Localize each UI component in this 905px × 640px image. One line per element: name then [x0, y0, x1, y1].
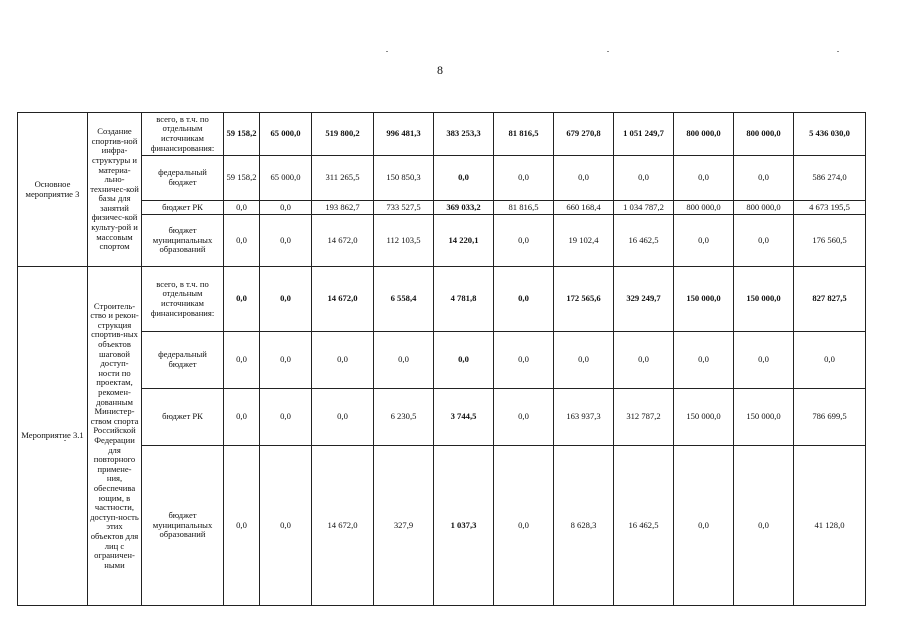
amount-cell: 0,0	[794, 332, 866, 389]
amount-cell: 312 787,2	[614, 389, 674, 446]
amount-cell: 0,0	[260, 201, 312, 215]
amount-cell: 0,0	[494, 332, 554, 389]
amount-cell: 0,0	[312, 389, 374, 446]
amount-cell: 1 034 787,2	[614, 201, 674, 215]
amount-cell: 0,0	[260, 215, 312, 267]
amount-cell: 1 051 249,7	[614, 113, 674, 156]
amount-cell: 827 827,5	[794, 267, 866, 332]
amount-cell: 0,0	[614, 332, 674, 389]
amount-cell: 14 672,0	[312, 267, 374, 332]
amount-cell: 733 527,5	[374, 201, 434, 215]
amount-cell: 0,0	[224, 332, 260, 389]
amount-cell: 0,0	[494, 267, 554, 332]
amount-cell: 586 274,0	[794, 156, 866, 201]
scan-speck	[607, 51, 609, 52]
amount-cell: 0,0	[312, 332, 374, 389]
amount-cell: 14 672,0	[312, 215, 374, 267]
scan-speck	[837, 51, 839, 52]
amount-cell: 4 673 195,5	[794, 201, 866, 215]
amount-cell: 14 672,0	[312, 446, 374, 606]
amount-cell: 81 816,5	[494, 113, 554, 156]
amount-cell: 0,0	[494, 156, 554, 201]
amount-cell: 0,0	[734, 332, 794, 389]
measure-description-cell: Создание спортив-ной инфра-структуры и материа-льно-техничес-кой базы для занятий физичес-кой культу-рой и массовым спортом	[88, 113, 142, 267]
amount-cell: 369 033,2	[434, 201, 494, 215]
amount-cell: 81 816,5	[494, 201, 554, 215]
amount-cell: 150 000,0	[674, 267, 734, 332]
table-row	[18, 332, 866, 389]
funding-source-cell: федеральный бюджет	[142, 156, 224, 201]
amount-cell: 150 000,0	[734, 267, 794, 332]
amount-cell: 0,0	[734, 446, 794, 606]
amount-cell: 327,9	[374, 446, 434, 606]
amount-cell: 329 249,7	[614, 267, 674, 332]
funding-source-cell: бюджет муниципальных образований	[142, 215, 224, 267]
financing-table	[17, 112, 866, 606]
amount-cell: 172 565,6	[554, 267, 614, 332]
amount-cell: 800 000,0	[674, 113, 734, 156]
amount-cell: 0,0	[260, 446, 312, 606]
amount-cell: 0,0	[674, 332, 734, 389]
amount-cell: 0,0	[224, 215, 260, 267]
amount-cell: 0,0	[674, 446, 734, 606]
table-row	[18, 389, 866, 446]
table-row	[18, 201, 866, 215]
amount-cell: 0,0	[224, 267, 260, 332]
amount-cell: 19 102,4	[554, 215, 614, 267]
amount-cell: 0,0	[260, 389, 312, 446]
amount-cell: 0,0	[674, 215, 734, 267]
amount-cell: 41 128,0	[794, 446, 866, 606]
amount-cell: 16 462,5	[614, 215, 674, 267]
table-row	[18, 446, 866, 606]
funding-source-cell: бюджет РК	[142, 201, 224, 215]
amount-cell: 150 000,0	[674, 389, 734, 446]
amount-cell: 65 000,0	[260, 113, 312, 156]
measure-name-cell: Основное мероприятие 3	[18, 113, 88, 267]
amount-cell: 0,0	[734, 215, 794, 267]
amount-cell: 176 560,5	[794, 215, 866, 267]
amount-cell: 193 862,7	[312, 201, 374, 215]
funding-source-cell: бюджет РК	[142, 389, 224, 446]
amount-cell: 0,0	[554, 332, 614, 389]
amount-cell: 0,0	[554, 156, 614, 201]
amount-cell: 660 168,4	[554, 201, 614, 215]
funding-source-cell: бюджет муниципальных образований	[142, 446, 224, 606]
amount-cell: 8 628,3	[554, 446, 614, 606]
scan-speck	[64, 440, 66, 441]
amount-cell: 0,0	[224, 389, 260, 446]
funding-source-cell: всего, в т.ч. по отдельным источникам финансирования:	[142, 267, 224, 332]
amount-cell: 311 265,5	[312, 156, 374, 201]
amount-cell: 0,0	[224, 201, 260, 215]
funding-source-cell: всего, в т.ч. по отдельным источникам финансирования:	[142, 113, 224, 156]
measure-description-cell: Строитель-ство и рекон-струкция спортив-ных объектов шаговой доступ-ности по проектам, рекомен-дованным Министер-ством спорта Российской Федерации для повторного примене-ния, обеспечива ющим, в частности, доступ-ность этих объектов для лиц с ограничен-ными	[88, 267, 142, 606]
table-row	[18, 156, 866, 201]
page-number: 8	[437, 63, 443, 77]
amount-cell: 112 103,5	[374, 215, 434, 267]
amount-cell: 1 037,3	[434, 446, 494, 606]
funding-source-cell: федеральный бюджет	[142, 332, 224, 389]
amount-cell: 59 158,2	[224, 113, 260, 156]
table-row	[18, 113, 866, 156]
amount-cell: 0,0	[494, 446, 554, 606]
amount-cell: 0,0	[494, 389, 554, 446]
amount-cell: 16 462,5	[614, 446, 674, 606]
amount-cell: 996 481,3	[374, 113, 434, 156]
table-row	[18, 215, 866, 267]
amount-cell: 800 000,0	[734, 201, 794, 215]
amount-cell: 786 699,5	[794, 389, 866, 446]
amount-cell: 150 000,0	[734, 389, 794, 446]
amount-cell: 0,0	[224, 446, 260, 606]
scan-speck	[386, 51, 388, 52]
amount-cell: 0,0	[260, 267, 312, 332]
amount-cell: 0,0	[734, 156, 794, 201]
amount-cell: 14 220,1	[434, 215, 494, 267]
amount-cell: 0,0	[260, 332, 312, 389]
amount-cell: 163 937,3	[554, 389, 614, 446]
amount-cell: 6 230,5	[374, 389, 434, 446]
amount-cell: 59 158,2	[224, 156, 260, 201]
amount-cell: 519 800,2	[312, 113, 374, 156]
amount-cell: 800 000,0	[734, 113, 794, 156]
amount-cell: 0,0	[374, 332, 434, 389]
amount-cell: 6 558,4	[374, 267, 434, 332]
amount-cell: 0,0	[614, 156, 674, 201]
amount-cell: 65 000,0	[260, 156, 312, 201]
table-body	[18, 113, 866, 606]
amount-cell: 679 270,8	[554, 113, 614, 156]
amount-cell: 383 253,3	[434, 113, 494, 156]
amount-cell: 5 436 030,0	[794, 113, 866, 156]
amount-cell: 3 744,5	[434, 389, 494, 446]
amount-cell: 4 781,8	[434, 267, 494, 332]
table-row	[18, 267, 866, 332]
amount-cell: 800 000,0	[674, 201, 734, 215]
measure-name-cell: Мероприятие 3.1	[18, 267, 88, 606]
amount-cell: 0,0	[674, 156, 734, 201]
amount-cell: 0,0	[434, 332, 494, 389]
amount-cell: 0,0	[434, 156, 494, 201]
amount-cell: 0,0	[494, 215, 554, 267]
amount-cell: 150 850,3	[374, 156, 434, 201]
